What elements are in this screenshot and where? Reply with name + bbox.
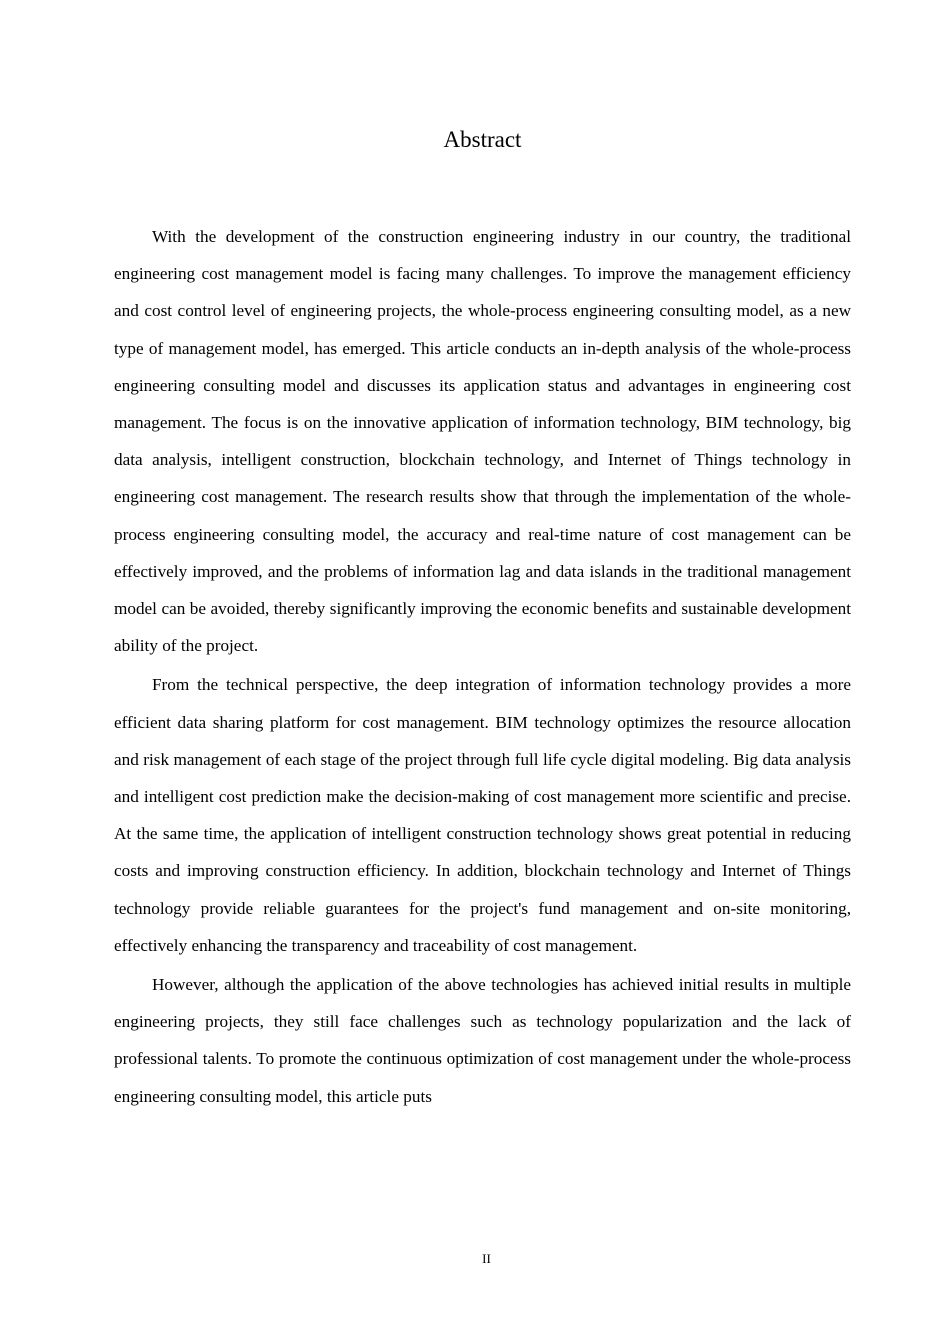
abstract-paragraph-2: From the technical perspective, the deep integration of information technology provides a more efficient data sharing platform for cost management. BIM technology optimizes the resource allocation and risk management of each stage of the project through full life cycle digital modeling. Big data analysis and intelligent cost prediction make the decision-making of cost management more scientific and precise. At the same time, the application of intelligent construction technology shows great potential in reducing costs and improving construction efficiency. In addition, blockchain technology and Internet of Things technology provide reliable guarantees for the project's fund management and on-site monitoring, effectively enhancing the transparency and traceability of cost management.	[114, 675, 851, 955]
abstract-paragraph-3: However, although the application of the above technologies has achieved initial results in multiple engineering projects, they still face challenges such as technology popularization and the lack of professional talents. To promote the continuous optimization of cost management under the whole-process engineering consulting model, this article puts	[114, 975, 851, 1106]
abstract-paragraph-1: With the development of the construction engineering industry in our country, the traditional engineering cost management model is facing many challenges. To improve the management efficiency and cost control level of engineering projects, the whole-process engineering consulting model, as a new type of management model, has emerged. This article conducts an in-depth analysis of the whole-process engineering consulting model and discusses its application status and advantages in engineering cost management. The focus is on the innovative application of information technology, BIM technology, big data analysis, intelligent construction, blockchain technology, and Internet of Things technology in engineering cost management. The research results show that through the implementation of the whole-process engineering consulting model, the accuracy and real-time nature of cost management can be effectively improved, and the problems of information lag and data islands in the traditional management model can be avoided, thereby significantly improving the economic benefits and sustainable development ability of the project.	[114, 227, 851, 656]
page-number: II	[482, 1251, 491, 1266]
abstract-body	[114, 218, 851, 1117]
abstract-title: Abstract	[443, 127, 522, 152]
